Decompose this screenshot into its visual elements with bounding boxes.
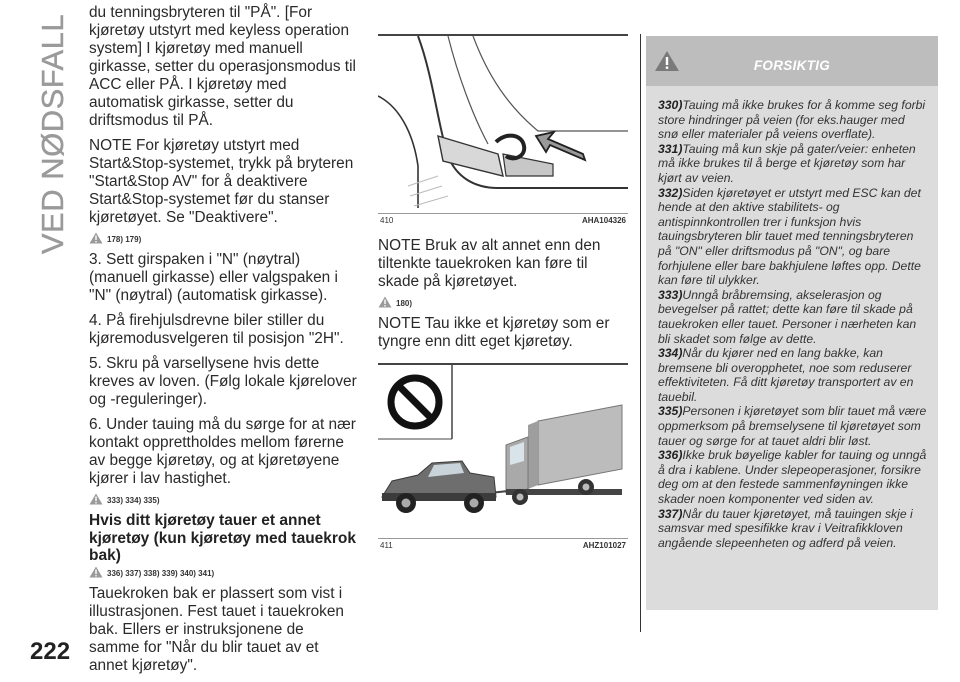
- step-6: 6. Under tauing må du sørge for at nær kontakt opprettholdes mellom førerne av begge kjøretøy, og at kjøretøyene kjører i lav hastighet.: [89, 416, 356, 487]
- warning-triangle-icon: [378, 296, 392, 308]
- caution-item-text: Tauing må kun skje på gater/veier: enheten må ikke brukes til å berge et kjøretøy som har kjørt av veien.: [658, 141, 916, 185]
- caution-item-number: 335): [658, 404, 683, 419]
- warning-reference-numbers: 336) 337) 338) 339) 340) 341): [107, 568, 215, 578]
- warning-reference: [89, 566, 357, 578]
- caution-item-text: Siden kjøretøyet er utstyrt med ESC kan det hende at den aktive stabilitets- og antispinnkontrollen trer i funksjon hvis tauingsbryteren blir tauet med tenningsbryteren på "ON" eller driftsmodus på "ON", og bare forhjulene eller bare bakhjulene løftes opp. Dette kan føre til ulykker.: [658, 185, 921, 288]
- page-number: 222: [30, 638, 71, 665]
- caution-item: [658, 98, 928, 142]
- warning-reference-numbers: 180): [396, 299, 413, 308]
- caution-item-text: Tauing må ikke brukes for å komme seg forbi store hindringer på veien (for eks.hauger med snø eller materialer på veiens overflate).: [658, 98, 926, 142]
- paragraph-rear-hook: Tauekroken bak er plassert som vist i illustrasjonen. Fest tauet i tauekroken bak. Ellers er instruksjonene de samme for "Når du blir tauet av et annet kjøretøy".: [89, 584, 344, 674]
- caution-item-text: Unngå bråbremsing, akselerasjon og bevegelser på rattet; dette kan føre til skade på tauekroken eller tauet. Personer i nærheten kan bli skadet som følge av dette.: [658, 287, 917, 346]
- section-heading: Hvis ditt kjøretøy tauer et annet kjøretøy (kun kjøretøy med tauekrok bak): [89, 512, 357, 564]
- figure-number: 411: [380, 541, 393, 550]
- caution-item-text: Personen i kjøretøyet som blir tauet må være oppmerksom på bremselysene til kjøretøyet som tauer og sørge for at tauet aldri blir løst.: [658, 404, 927, 448]
- caution-item: [658, 404, 928, 448]
- caution-item: [658, 186, 928, 288]
- caution-item-number: 334): [658, 346, 683, 361]
- caution-items: [646, 86, 938, 610]
- no-towing-heavier-vehicle-illustration: [378, 365, 628, 533]
- warning-triangle-icon: [89, 493, 103, 505]
- caution-item: [658, 288, 928, 346]
- caution-item: [658, 346, 928, 404]
- caution-item-number: 333): [658, 287, 683, 302]
- warning-reference: [89, 493, 357, 505]
- caution-item-text: Når du tauer kjøretøyet, må tauingen skje i samsvar med spesifikke krav i Veitrafikkloven angående slepeenheten og adferd på veien.: [658, 506, 913, 550]
- section-title-text: VED NØDSFALL: [35, 13, 70, 255]
- caution-item-number: 336): [658, 448, 683, 463]
- paragraph-ignition: du tenningsbryteren til "PÅ". [For kjøretøy utstyrt med keyless operation system] I kjøretøy med manuell girkasse, setter du operasjonsmodus til ACC eller PÅ. I kjøretøy med automatisk girkasse, setter du driftsmodus til PÅ.: [89, 4, 356, 129]
- warning-triangle-icon: [89, 566, 103, 578]
- figure-caption: [378, 213, 628, 225]
- figure-code: AHA104326: [581, 216, 626, 225]
- step-3: 3. Sett girspaken i "N" (nøytral) (manuell girkasse) eller valgspaken i "N" (nøytral) (automatisk girkasse).: [89, 251, 338, 304]
- step-4: 4. På firehjulsdrevne biler stiller du kjøremodusvelgeren til posisjon "2H".: [89, 312, 344, 347]
- caution-item-number: 332): [658, 185, 683, 200]
- caution-box: [646, 36, 938, 610]
- warning-reference: [378, 296, 628, 308]
- caution-item: [658, 507, 928, 551]
- warning-reference-numbers: 178) 179): [107, 235, 142, 244]
- caution-item: [658, 142, 928, 186]
- figure-code: AHZ101027: [582, 541, 626, 550]
- note-start-stop: NOTE For kjøretøy utstyrt med Start&Stop-systemet, trykk på bryteren "Start&Stop AV" for å deaktivere Start&Stop-systemet før du stanser kjøretøyet. Se "Deaktivere".: [89, 137, 354, 226]
- step-5: 5. Skru på varsellysene hvis dette kreves av loven. (Følg lokale kjørelover og -reguleringer).: [89, 355, 357, 408]
- note-tow-hook-damage: NOTE Bruk av alt annet enn den tiltenkte tauekroken kan føre til skade på kjøretøyet.: [378, 237, 601, 290]
- caution-item-text: Når du kjører ned en lang bakke, kan bremsene bli overopphetet, noe som reduserer effektiviteten. Få ditt kjøretøy transportert av en tauebil.: [658, 346, 914, 404]
- figure-caption: [378, 538, 628, 550]
- caution-title: FORSIKTIG: [753, 58, 831, 73]
- caution-item-number: 331): [658, 141, 683, 156]
- caution-item: [658, 448, 928, 506]
- caution-item-number: 337): [658, 506, 683, 521]
- warning-triangle-icon: [89, 232, 103, 244]
- middle-column: [378, 34, 628, 550]
- caution-item-number: 330): [658, 98, 683, 112]
- warning-reference: [89, 232, 357, 244]
- figure-411: [378, 363, 628, 550]
- figure-number: 410: [380, 216, 394, 225]
- figure-410: [378, 34, 628, 225]
- section-title-vertical: [30, 14, 76, 254]
- note-heavier-vehicle: NOTE Tau ikke et kjøretøy som er tyngre enn ditt eget kjøretøy.: [378, 315, 610, 350]
- caution-header: [646, 36, 938, 86]
- column-divider: [640, 34, 641, 632]
- caution-item-text: Ikke bruk bøyelige kabler for tauing og unngå å dra i kablene. Under slepeoperasjoner, forsikre deg om at den festede sammenføyningen ikke skader noen komponenter ved siden av.: [658, 448, 927, 507]
- left-column: [89, 4, 357, 682]
- rear-tow-hook-illustration: [378, 36, 628, 208]
- warning-reference-numbers: 333) 334) 335): [107, 496, 160, 505]
